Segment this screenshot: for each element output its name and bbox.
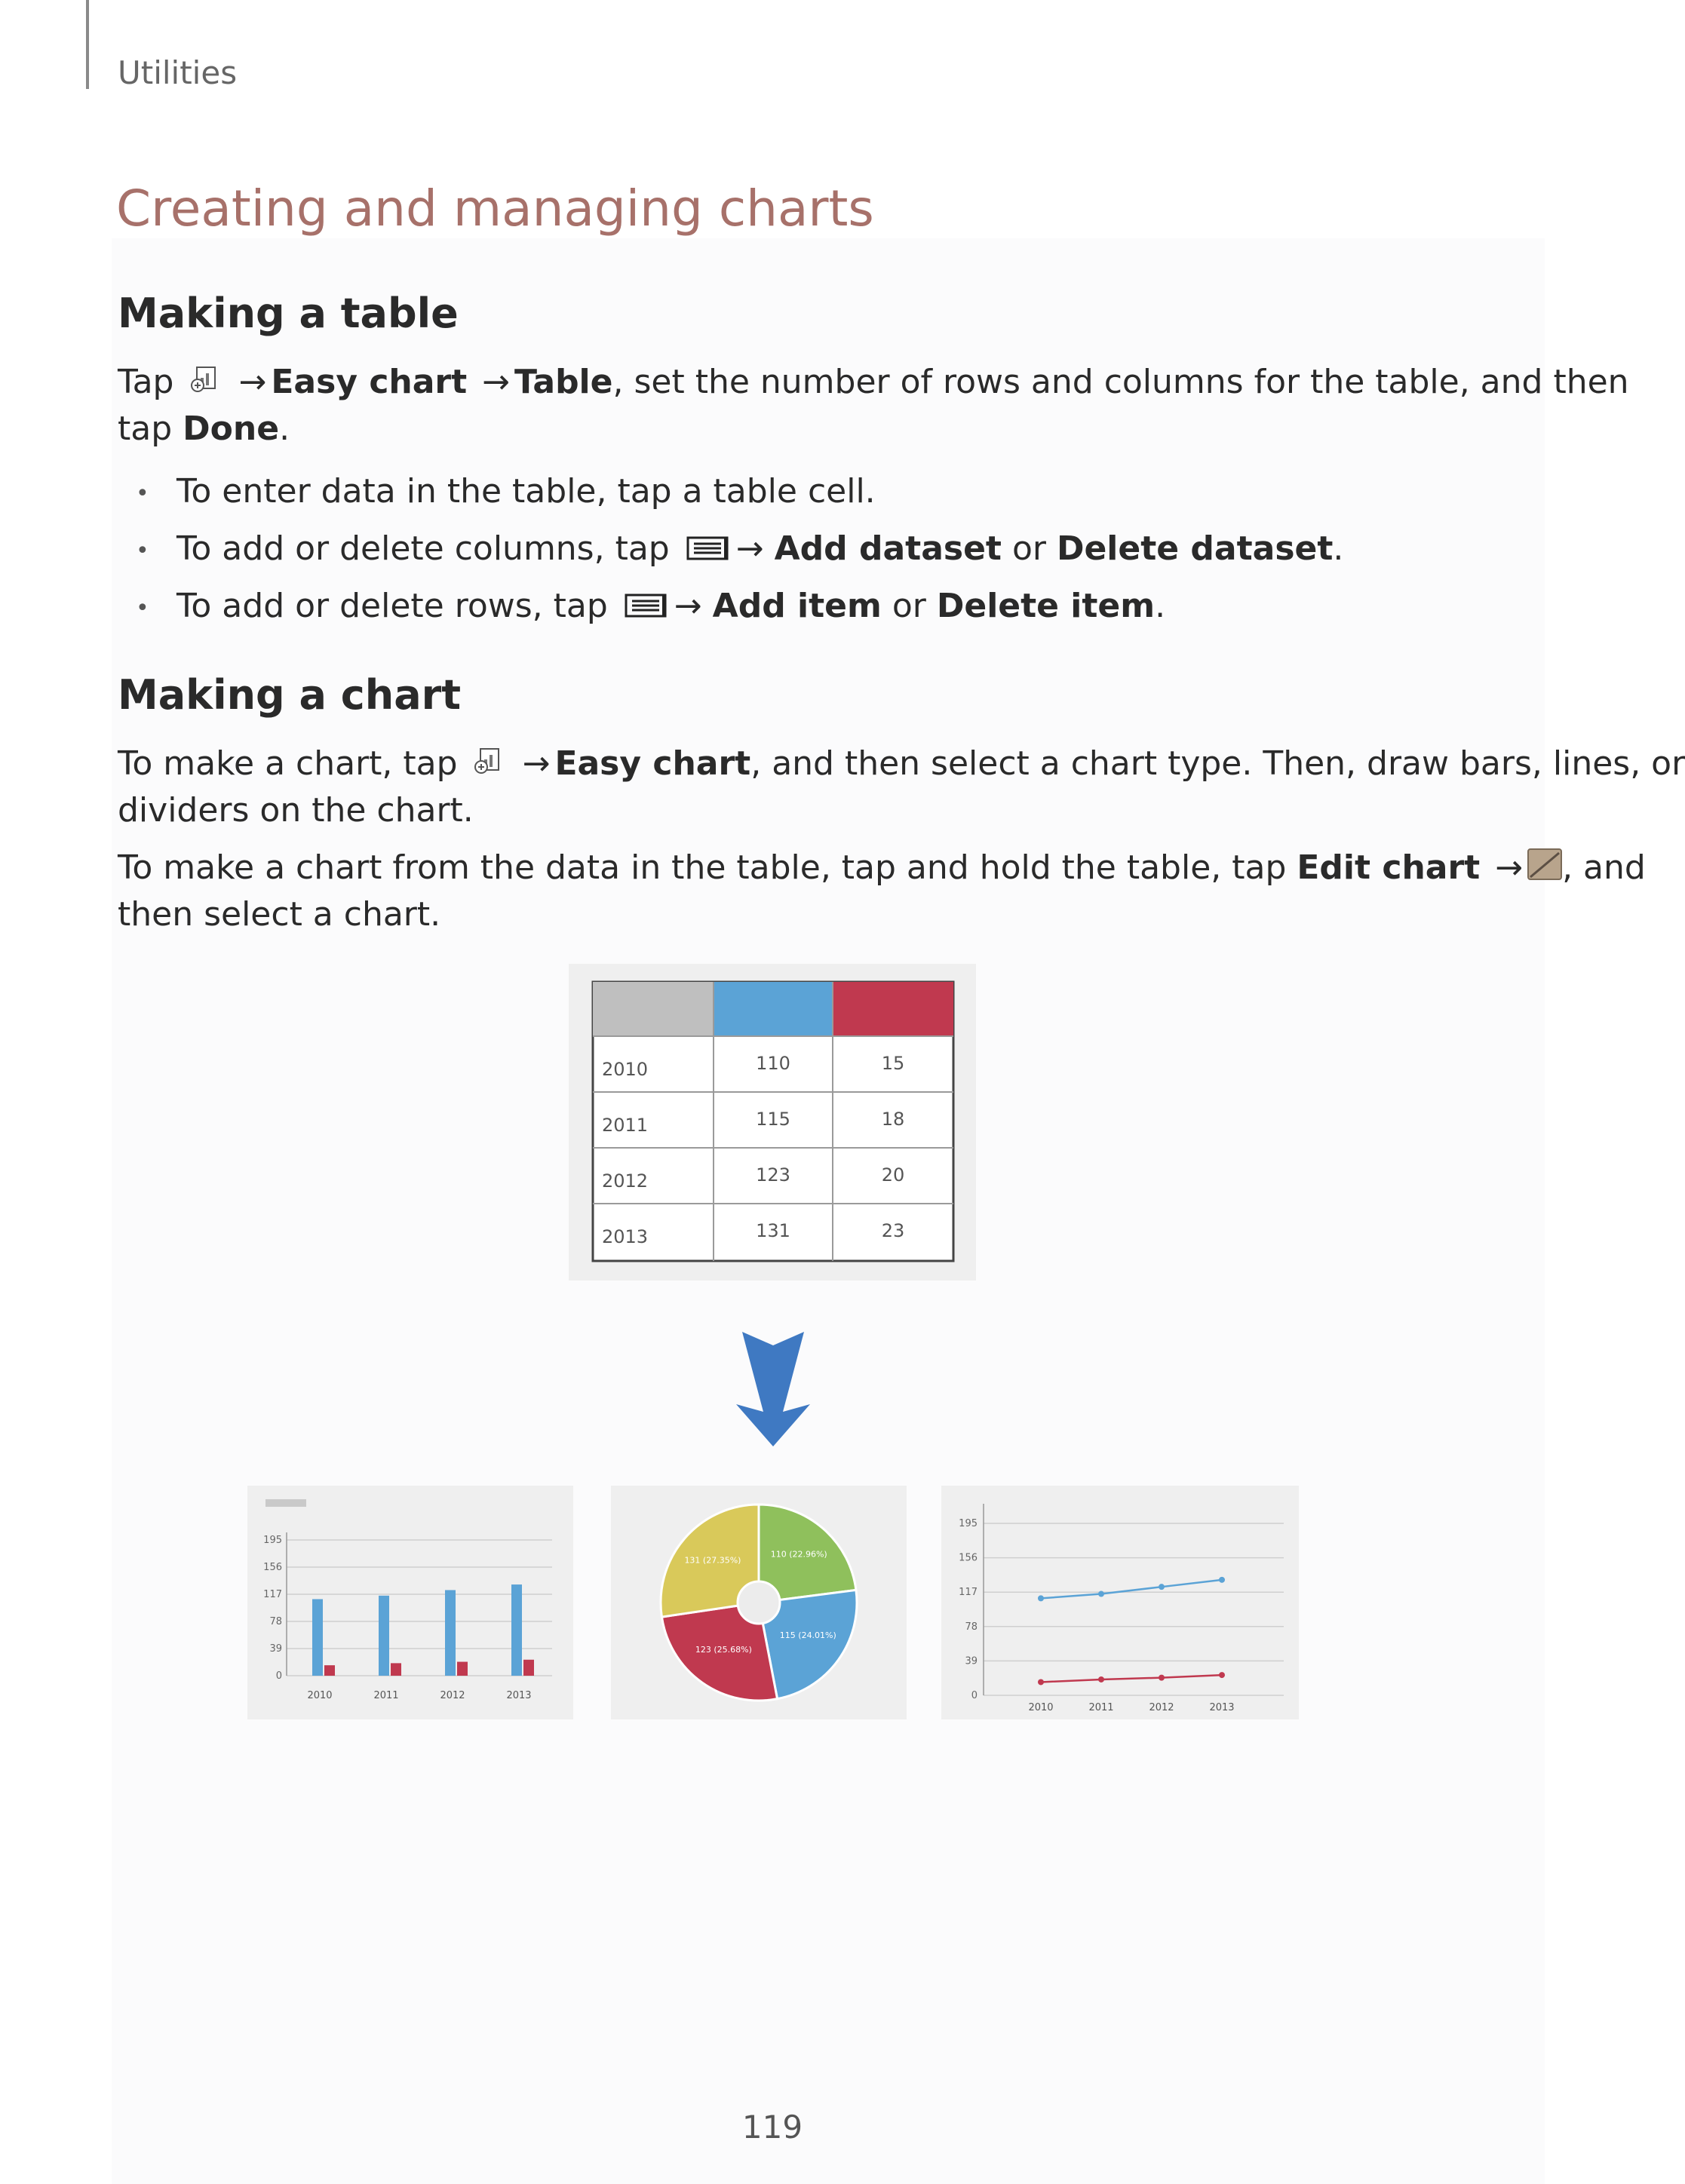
text: Tap bbox=[118, 363, 174, 401]
bar bbox=[523, 1660, 534, 1676]
bullet-dot: • bbox=[136, 537, 149, 564]
heading-making-table: Making a table bbox=[118, 290, 459, 337]
x-tick-label: 2013 bbox=[506, 1690, 532, 1701]
table-cell-value: 18 bbox=[881, 1109, 905, 1130]
series-line bbox=[1041, 1580, 1222, 1599]
data-point bbox=[1219, 1577, 1225, 1583]
arrow-text: → bbox=[674, 587, 702, 625]
margin-rule bbox=[86, 0, 89, 89]
text: To make a chart from the data in the table, tap and hold the table, tap bbox=[118, 848, 1297, 887]
data-point bbox=[1038, 1679, 1044, 1685]
easy-chart-app-icon bbox=[473, 742, 503, 789]
table-cell-value: 20 bbox=[881, 1164, 905, 1186]
table-header-series-2 bbox=[833, 982, 953, 1036]
arrow-text: → bbox=[735, 529, 764, 568]
y-tick-label: 195 bbox=[959, 1518, 978, 1529]
chart-p1-line1 bbox=[118, 741, 1685, 789]
chart-type-icon bbox=[1527, 846, 1562, 893]
y-tick-label: 78 bbox=[965, 1621, 978, 1633]
bar bbox=[312, 1599, 323, 1676]
text: , and then select a chart type. Then, draw bars, lines, or bbox=[750, 744, 1685, 783]
bar bbox=[457, 1662, 468, 1676]
bar-chart-figure bbox=[247, 1486, 573, 1719]
x-tick-label: 2010 bbox=[1028, 1702, 1054, 1713]
text: . bbox=[1155, 587, 1166, 625]
pie-slice-label: 110 (22.96%) bbox=[770, 1549, 827, 1560]
text: To make a chart, tap bbox=[118, 744, 458, 783]
arrow-text: → bbox=[238, 363, 267, 401]
table-cell-value: 110 bbox=[756, 1053, 790, 1074]
x-tick-label: 2011 bbox=[373, 1690, 399, 1701]
data-point bbox=[1219, 1672, 1225, 1678]
pie-chart-figure bbox=[611, 1486, 907, 1719]
y-tick-label: 39 bbox=[965, 1655, 978, 1667]
table-header-blank bbox=[593, 982, 714, 1036]
x-tick-label: 2011 bbox=[1088, 1702, 1114, 1713]
legend-blur bbox=[265, 1499, 306, 1507]
heading-making-chart: Making a chart bbox=[118, 671, 462, 719]
page-title: Creating and managing charts bbox=[116, 179, 874, 238]
y-tick-label: 195 bbox=[263, 1535, 282, 1546]
chart-p2-line1 bbox=[118, 845, 1646, 893]
menu-icon bbox=[623, 589, 670, 627]
y-tick-label: 156 bbox=[959, 1552, 978, 1564]
y-tick-label: 78 bbox=[269, 1616, 282, 1627]
bar bbox=[511, 1584, 522, 1676]
arrow-text: → bbox=[482, 363, 511, 401]
table-header-series-1 bbox=[714, 982, 833, 1036]
bar-chart bbox=[247, 1486, 573, 1719]
pie-chart bbox=[611, 1486, 907, 1719]
arrow-text: → bbox=[1495, 848, 1524, 887]
y-tick-label: 0 bbox=[971, 1690, 978, 1701]
bar bbox=[445, 1590, 456, 1676]
pie-slice-label: 115 (24.01%) bbox=[779, 1630, 836, 1641]
y-tick-label: 0 bbox=[275, 1670, 282, 1682]
text: . bbox=[1333, 529, 1344, 568]
bullet-enter-data bbox=[136, 472, 876, 511]
pie-slice-label: 123 (25.68%) bbox=[695, 1644, 752, 1655]
table-cell-value: 15 bbox=[881, 1053, 905, 1074]
page-number: 119 bbox=[741, 2109, 803, 2146]
table-intro-line1 bbox=[118, 359, 1629, 407]
text: , set the number of rows and columns for the table, and then bbox=[612, 363, 1629, 401]
table-label: Table bbox=[514, 363, 613, 401]
easy-chart-app-icon bbox=[189, 360, 219, 407]
table-cell-year: 2010 bbox=[602, 1059, 649, 1080]
text: To enter data in the table, tap a table cell. bbox=[176, 472, 876, 511]
easy-chart-label: Easy chart bbox=[554, 744, 751, 783]
table-intro-line2 bbox=[118, 406, 290, 452]
y-tick-label: 117 bbox=[959, 1587, 978, 1599]
data-point bbox=[1159, 1675, 1165, 1681]
text: To add or delete columns, tap bbox=[176, 529, 670, 568]
text: or bbox=[881, 587, 937, 625]
bullet-rows bbox=[136, 587, 1165, 627]
line-chart bbox=[941, 1486, 1299, 1719]
bullet-dot: • bbox=[136, 594, 149, 621]
add-dataset-label: Add dataset bbox=[774, 529, 1002, 568]
edit-chart-label: Edit chart bbox=[1297, 848, 1481, 887]
data-point bbox=[1098, 1591, 1104, 1597]
section-label: Utilities bbox=[118, 54, 238, 91]
table-cell-year: 2012 bbox=[602, 1170, 649, 1192]
x-tick-label: 2012 bbox=[440, 1690, 465, 1701]
add-item-label: Add item bbox=[712, 587, 882, 625]
pie-slice-label: 131 (27.35%) bbox=[684, 1555, 741, 1566]
data-table bbox=[569, 964, 976, 1281]
bar bbox=[379, 1596, 389, 1676]
data-point bbox=[1098, 1676, 1104, 1682]
table-figure bbox=[569, 964, 976, 1281]
text: To add or delete rows, tap bbox=[176, 587, 608, 625]
data-point bbox=[1038, 1595, 1044, 1601]
delete-item-label: Delete item bbox=[936, 587, 1156, 625]
series-line bbox=[1041, 1675, 1222, 1682]
table-cell-value: 115 bbox=[756, 1109, 790, 1130]
easy-chart-label: Easy chart bbox=[271, 363, 468, 401]
down-arrow-icon bbox=[732, 1327, 815, 1451]
bar bbox=[324, 1665, 335, 1676]
text: or bbox=[1001, 529, 1057, 568]
text: tap bbox=[118, 410, 183, 448]
bar bbox=[391, 1663, 401, 1676]
table-cell-value: 123 bbox=[756, 1164, 790, 1186]
data-point bbox=[1159, 1584, 1165, 1590]
x-tick-label: 2012 bbox=[1149, 1702, 1174, 1713]
x-tick-label: 2013 bbox=[1209, 1702, 1235, 1713]
line-chart-figure bbox=[941, 1486, 1299, 1719]
text: . bbox=[279, 410, 290, 448]
table-cell-year: 2013 bbox=[602, 1226, 649, 1247]
chart-p1-line2: dividers on the chart. bbox=[118, 791, 474, 830]
y-tick-label: 39 bbox=[269, 1643, 282, 1655]
table-cell-year: 2011 bbox=[602, 1115, 649, 1136]
table-cell-value: 23 bbox=[881, 1220, 905, 1241]
y-tick-label: 117 bbox=[263, 1589, 282, 1600]
arrow-text: → bbox=[522, 744, 551, 783]
bullet-columns bbox=[136, 529, 1343, 570]
pie-center-hole bbox=[738, 1581, 780, 1624]
bullet-dot: • bbox=[136, 480, 149, 507]
menu-icon bbox=[685, 532, 732, 570]
chart-p2-line2: then select a chart. bbox=[118, 895, 441, 934]
table-cell-value: 131 bbox=[756, 1220, 790, 1241]
delete-dataset-label: Delete dataset bbox=[1056, 529, 1334, 568]
x-tick-label: 2010 bbox=[307, 1690, 333, 1701]
y-tick-label: 156 bbox=[263, 1562, 282, 1573]
done-label: Done bbox=[183, 410, 280, 448]
text: , and bbox=[1562, 848, 1646, 887]
